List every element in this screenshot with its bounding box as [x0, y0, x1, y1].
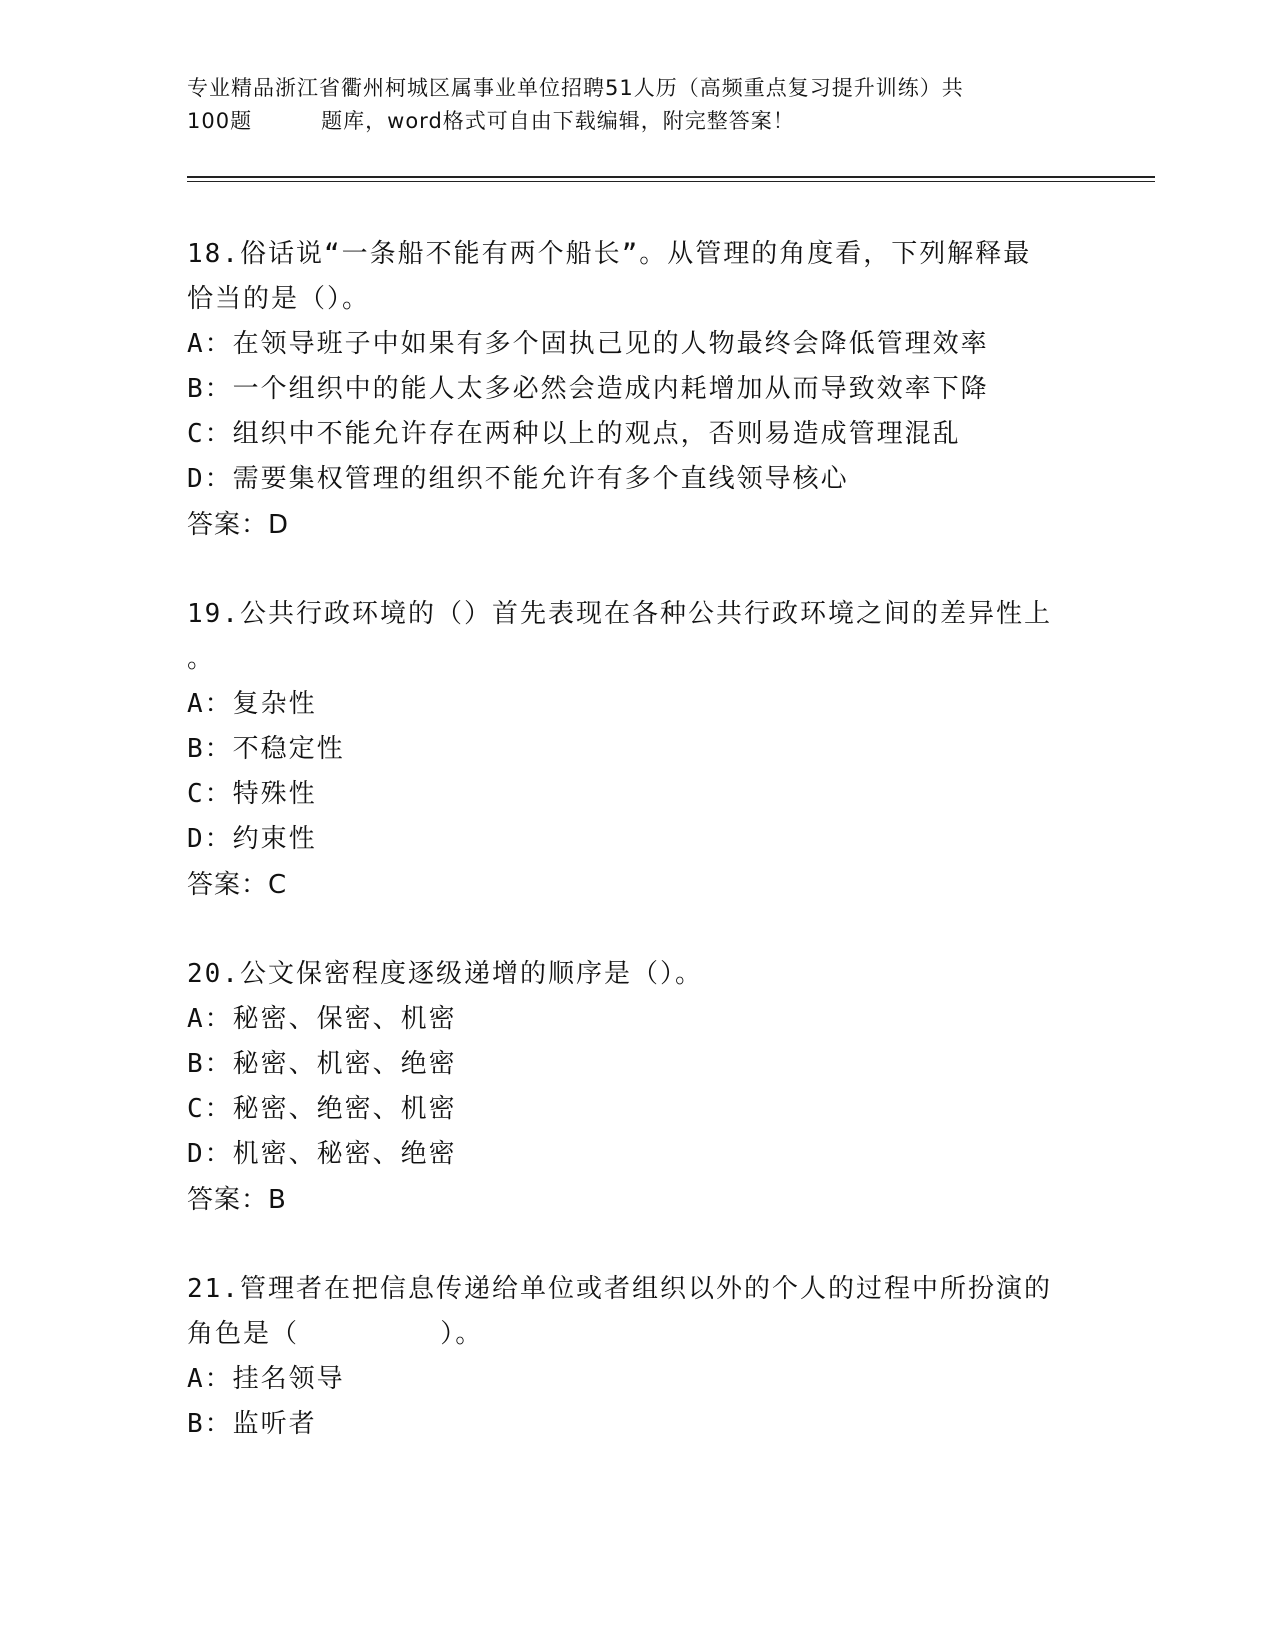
answer-line: 答案：C [187, 870, 288, 900]
document-header [187, 72, 1087, 138]
option-b: B：一个组织中的能人太多必然会造成内耗增加从而导致效率下降 [187, 374, 989, 404]
option-b: B：秘密、机密、绝密 [187, 1049, 457, 1079]
option-b: B：不稳定性 [187, 734, 345, 764]
answer-line: 答案：D [187, 510, 290, 540]
question-19 [187, 592, 1087, 908]
question-stem-line: 。 [187, 644, 216, 674]
question-stem-line: 恰当的是（）。 [187, 284, 371, 314]
question-stem-line: 21.管理者在把信息传递给单位或者组织以外的个人的过程中所扮演的 [187, 1274, 1052, 1304]
question-18 [187, 232, 1087, 548]
answer-line: 答案：B [187, 1185, 287, 1215]
option-b: B：监听者 [187, 1409, 317, 1439]
option-a: A：复杂性 [187, 689, 317, 719]
option-c: C：特殊性 [187, 779, 317, 809]
option-a: A：在领导班子中如果有多个固执己见的人物最终会降低管理效率 [187, 329, 989, 359]
option-c: C：组织中不能允许存在两种以上的观点，否则易造成管理混乱 [187, 419, 961, 449]
option-d: D：需要集权管理的组织不能允许有多个直线领导核心 [187, 464, 849, 494]
question-list [187, 232, 1087, 1491]
question-stem-line: 20.公文保密程度逐级递增的顺序是（）。 [187, 959, 703, 989]
option-a: A：挂名领导 [187, 1364, 345, 1394]
option-c: C：秘密、绝密、机密 [187, 1094, 457, 1124]
question-stem-line: 角色是（ ）。 [187, 1319, 484, 1349]
question-20 [187, 952, 1087, 1223]
header-line-1: 专业精品浙江省衢州柯城区属事业单位招聘51人历（高频重点复习提升训练）共 [187, 76, 964, 100]
option-a: A：秘密、保密、机密 [187, 1004, 457, 1034]
header-line-2: 100题 题库，word格式可自由下载编辑，附完整答案！ [187, 109, 795, 133]
question-stem-line: 19.公共行政环境的（）首先表现在各种公共行政环境之间的差异性上 [187, 599, 1052, 629]
question-stem-line: 18.俗话说“一条船不能有两个船长”。从管理的角度看，下列解释最 [187, 239, 1032, 269]
option-d: D：约束性 [187, 824, 317, 854]
question-21 [187, 1267, 1087, 1447]
option-d: D：机密、秘密、绝密 [187, 1139, 457, 1169]
header-divider [187, 176, 1155, 182]
